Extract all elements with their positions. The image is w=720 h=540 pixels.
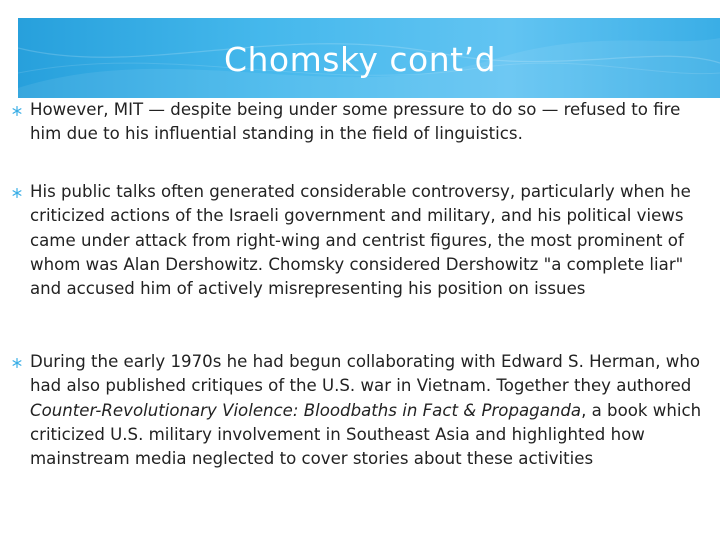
bullet-text-after: , a book which criticized U.S. military involvement in Southeast Asia and highlighted how mainstream media neglected to cover stories about these activities bbox=[30, 400, 702, 469]
slide-title: Chomsky cont’d bbox=[223, 39, 497, 79]
bullet-text-before: During the early 1970s he had begun collaborating with Edward S. Herman, who had also published critiques of the U.S. war in Vietnam. Together they authored bbox=[30, 352, 700, 396]
bullet-text bbox=[30, 350, 714, 471]
asterisk-icon bbox=[12, 188, 22, 198]
bullet-text: His public talks often generated considerable controversy, particularly when he criticized actions of the Israeli government and military, and his political views came under attack from right-wing and centrist figures, the most prominent of whom was Alan Dershowitz. Chomsky considered Dershowitz "a complete liar" and accused him of actively misrepresenting his position on issues bbox=[30, 182, 691, 299]
book-title: Counter-Revolutionary Violence: Bloodbaths in Fact & Propaganda bbox=[30, 400, 582, 420]
asterisk-icon bbox=[12, 106, 22, 116]
title-banner bbox=[18, 18, 720, 98]
bullet-text: However, MIT — despite being under some pressure to do so — refused to fire him due to his influential standing in the field of linguistics. bbox=[30, 100, 681, 144]
asterisk-icon bbox=[12, 358, 22, 368]
